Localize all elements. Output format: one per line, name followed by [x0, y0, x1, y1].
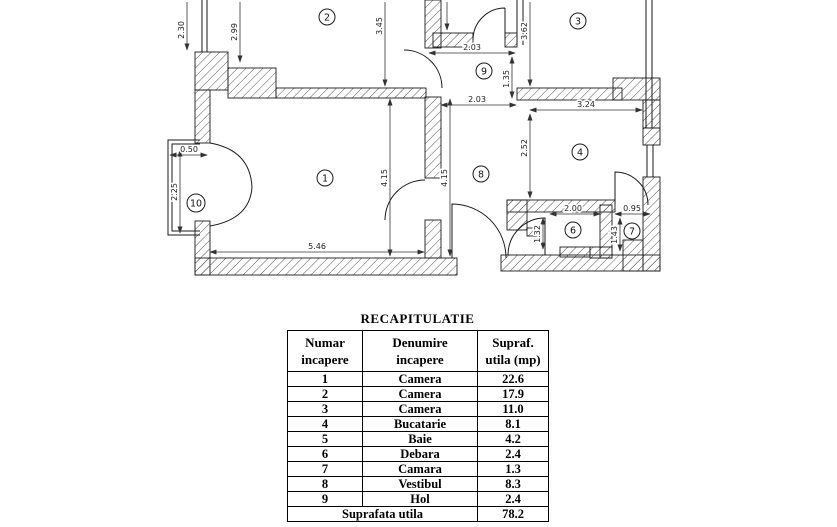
dimension-label: 5.46 [308, 242, 326, 251]
room-number-label: 9 [480, 66, 488, 78]
table-cell: Hol [363, 492, 478, 507]
room-number-label: 8 [477, 169, 485, 181]
dimension-label: 3.62 [520, 22, 529, 40]
table-cell: 9 [288, 492, 363, 507]
table-cell: 1.3 [478, 462, 549, 477]
dimension-label: 0.50 [180, 145, 198, 154]
table-cell: 8.3 [478, 477, 549, 492]
table-row [288, 387, 549, 402]
table-row [288, 372, 549, 387]
room-number-label: 10 [189, 198, 203, 210]
header-text: incapere [396, 352, 444, 367]
header-numar [288, 331, 363, 372]
table-cell: 4.2 [478, 432, 549, 447]
header-text: utila (mp) [485, 352, 541, 367]
dimension-label: 2.52 [520, 139, 529, 157]
dimension-label: 4.15 [380, 169, 389, 187]
total-value: 78.2 [478, 507, 549, 522]
dimension-label: 1.32 [533, 225, 542, 243]
room-number-label: 6 [569, 225, 577, 237]
room-number-label: 7 [628, 226, 636, 238]
dimension-label: 3.24 [577, 100, 595, 109]
header-denumire [363, 331, 478, 372]
table-row [288, 447, 549, 462]
recap-title: RECAPITULATIE [360, 311, 475, 326]
table-cell: Camera [363, 372, 478, 387]
dimension-label: 2.99 [230, 23, 239, 41]
header-row [288, 331, 549, 372]
dimension-label: 1.35 [502, 70, 511, 88]
dimension-label: 2.30 [177, 21, 186, 39]
table-cell: 2 [288, 387, 363, 402]
table-cell: 2.4 [478, 492, 549, 507]
table-cell: 11.0 [478, 402, 549, 417]
header-text: Supraf. [492, 335, 534, 350]
table-row [288, 492, 549, 507]
dimension-label: 2.03 [468, 95, 486, 104]
table-cell: 22.6 [478, 372, 549, 387]
table-cell: Camera [363, 402, 478, 417]
room-number-label: 2 [323, 12, 331, 24]
table-cell: 6 [288, 447, 363, 462]
dimension-label: 0.95 [623, 204, 641, 213]
total-row [288, 507, 549, 522]
table-cell: 7 [288, 462, 363, 477]
table-row [288, 462, 549, 477]
dimension-label: 2.25 [170, 183, 179, 201]
table-cell: Debara [363, 447, 478, 462]
dimension-label: 4.15 [440, 169, 449, 187]
dimension-label: 3.45 [375, 17, 384, 35]
table-cell: 2.4 [478, 447, 549, 462]
table-cell: 4 [288, 417, 363, 432]
dimension-label: 2.00 [564, 204, 582, 213]
header-text: incapere [301, 352, 349, 367]
room-number-label: 4 [576, 147, 584, 159]
total-label: Suprafata utila [288, 507, 478, 522]
table-cell: 8 [288, 477, 363, 492]
walls [195, 0, 660, 275]
table-cell: Camera [363, 387, 478, 402]
table-row [288, 432, 549, 447]
table-cell: 17.9 [478, 387, 549, 402]
header-text: Numar [305, 335, 345, 350]
room-number-label: 1 [321, 173, 329, 185]
table-cell: 8.1 [478, 417, 549, 432]
table-cell: 1 [288, 372, 363, 387]
recap-table [287, 330, 549, 522]
table-cell: Baie [363, 432, 478, 447]
dimension-label: 2.03 [463, 43, 481, 52]
dimension-label: 1.43 [610, 226, 619, 244]
table-row [288, 417, 549, 432]
recap-body [288, 372, 549, 507]
dimension-labels [170, 17, 641, 251]
dimension-lines [170, 2, 650, 256]
table-cell: Vestibul [363, 477, 478, 492]
table-row [288, 477, 549, 492]
table-cell: 3 [288, 402, 363, 417]
header-text: Denumire [392, 335, 448, 350]
header-suprafata [478, 331, 549, 372]
table-cell: Camara [363, 462, 478, 477]
room-number-label: 3 [574, 16, 582, 28]
table-cell: 5 [288, 432, 363, 447]
table-row [288, 402, 549, 417]
table-cell: Bucatarie [363, 417, 478, 432]
